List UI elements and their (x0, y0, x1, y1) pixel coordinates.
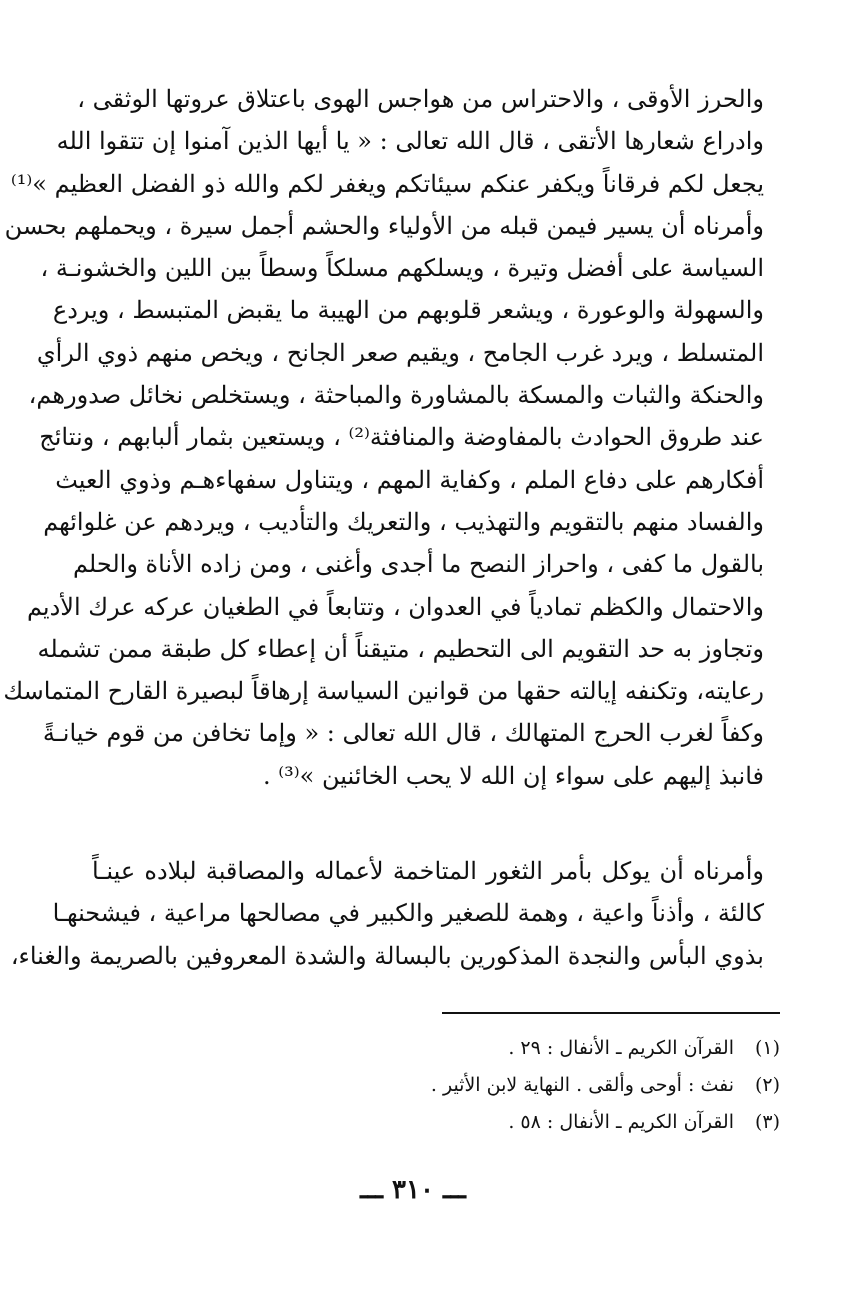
text-line: بذوي البأس والنجدة المذكورين بالبسالة والشدة المعروفين بالصريمة والغناء، (10, 941, 764, 970)
text-line: والاحتمال والكظم تمادياً في العدوان ، وتتابعاً في الطغيان عركه عرك الأديم (26, 592, 764, 621)
footnote-text: نفث : أوحى وألقى . النهاية لابن الأثير . (430, 1074, 734, 1096)
text-line: المتسلط ، ويرد غرب الجامح ، ويقيم صعر الجانح ، ويخص منهم ذوي الرأي (36, 338, 764, 367)
text-line: أفكارهم على دفاع الملم ، وكفاية المهم ، ويتناول سفهاءهـم وذوي العيث (55, 465, 764, 494)
text-line: وكفاً لغرب الحرج المتهالك ، قال الله تعالى : « وإما تخافن من قوم خيانـةً (42, 719, 764, 748)
footnote-number: (٢) (754, 1074, 780, 1096)
text-line: وتجاوز به حد التقويم الى التحطيم ، متيقناً أن إعطاء كل طبقة ممن تشمله (37, 634, 764, 663)
text-line: عند طروق الحوادث بالمفاوضة والمنافثة⁽²⁾ ، ويستعين بثمار ألبابهم ، ونتائج (39, 423, 764, 452)
text-line: السياسة على أفضل وتيرة ، ويسلكهم مسلكاً وسطاً بين اللين والخشونـة ، (40, 254, 764, 283)
page-number: ـــ ٣١٠ ـــ (360, 1175, 466, 1205)
text-line: وأمرناه أن يوكل بأمر الثغور المتاخمة لأعماله والمصاقبة لبلاده عينـاً (92, 857, 764, 885)
footnote-item (300, 1030, 780, 1067)
text-line: والفساد منهم بالتقويم والتهذيب ، والتعريك والتأديب ، ويردهم عن غلوائهم (43, 507, 764, 536)
footnote-text: القرآن الكريم ـ الأنفال : ٢٩ . (508, 1037, 734, 1059)
footnote-item (300, 1104, 780, 1141)
text-line: بالقول ما كفى ، واحراز النصح ما أجدى وأغنى ، ومن زاده الأناة والحلم (72, 550, 764, 579)
text-line: فانبذ إليهم على سواء إن الله لا يحب الخائنين »⁽³⁾ . (262, 761, 764, 790)
text-line: كالئة ، وأذناً واعية ، وهمة للصغير والكبير في مصالحها مراعية ، فيشحنهـا (52, 899, 764, 928)
footnote-number: (٣) (754, 1111, 780, 1133)
footnote-number: (١) (754, 1037, 780, 1059)
text-line: رعايته، وتكنفه إيالته حقها من قوانين السياسة إرهاقاً لبصيرة القارح المتماسك (3, 677, 764, 706)
footnote-divider (442, 1012, 780, 1014)
text-line: والسهولة والوعورة ، ويشعر قلوبهم من الهيبة ما يقبض المتبسط ، ويردع (52, 296, 764, 325)
paragraph-2 (10, 850, 764, 977)
footnote-text: القرآن الكريم ـ الأنفال : ٥٨ . (508, 1111, 734, 1133)
text-line: وادراع شعارها الأتقى ، قال الله تعالى : « يا أيها الذين آمنوا إن تتقوا الله (56, 127, 764, 156)
footnotes (300, 1030, 780, 1141)
text-line: وأمرناه أن يسير فيمن قبله من الأولياء والحشم أجمل سيرة ، ويحملهم بحسن (4, 211, 764, 240)
text-line: يجعل لكم فرقاناً ويكفر عنكم سيئاتكم ويغفر لكم والله ذو الفضل العظيم »⁽¹⁾ (10, 169, 764, 198)
text-line: والحرز الأوقى ، والاحتراس من هواجس الهوى باعتلاق عروتها الوثقى ، (77, 85, 764, 113)
paragraph-1 (3, 78, 764, 797)
footnote-item (300, 1067, 780, 1104)
text-line: والحنكة والثبات والمسكة بالمشاورة والمباحثة ، ويستخلص نخائل صدورهم، (28, 381, 764, 410)
